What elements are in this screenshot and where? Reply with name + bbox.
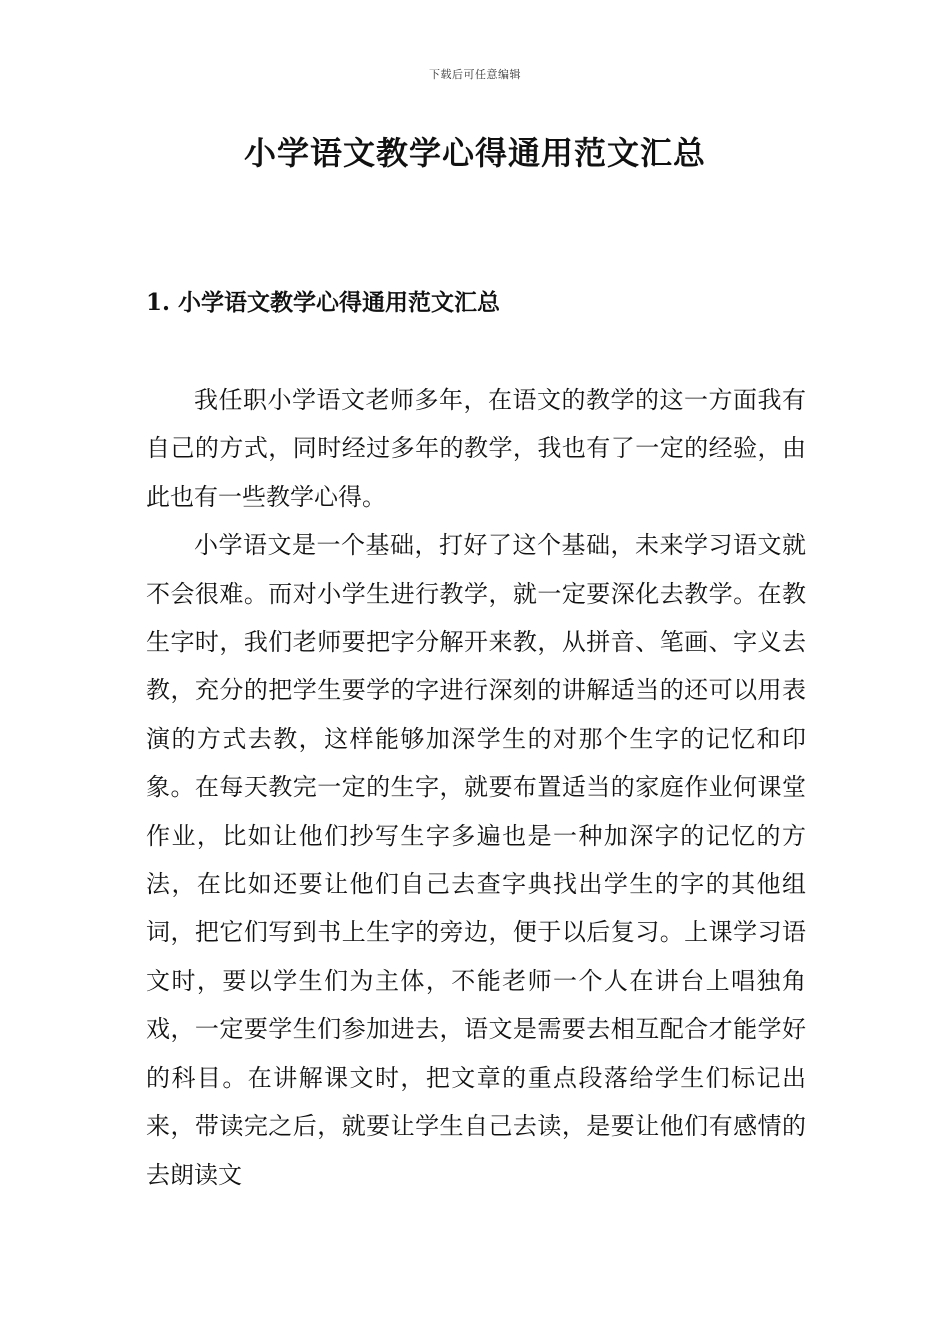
body-text — [146, 376, 806, 1199]
paragraph: 我任职小学语文老师多年，在语文的教学的这一方面我有自己的方式，同时经过多年的教学，我也有了一定的经验，由此也有一些教学心得。 — [146, 386, 806, 511]
paragraph: 小学语文是一个基础，打好了这个基础，未来学习语文就不会很难。而对小学生进行教学，就一定要深化去教学。在教生字时，我们老师要把字分解开来教，从拼音、笔画、字义去教，充分的把学生要学的字进行深刻的讲解适当的还可以用表演的方式去教，这样能够加深学生的对那个生字的记忆和印象。在每天教完一定的生字，就要布置适当的家庭作业何课堂作业，比如让他们抄写生字多遍也是一种加深字的记忆的方法，在比如还要让他们自己去查字典找出学生的字的其他组词，把它们写到书上生字的旁边，便于以后复习。上课学习语文时，要以学生们为主体，不能老师一个人在讲台上唱独角戏，一定要学生们参加进去，语文是需要去相互配合才能学好的科目。在讲解课文时，把文章的重点段落给学生们标记出来，带读完之后，就要让学生自己去读，是要让他们有感情的去朗读文 — [146, 531, 806, 1189]
header-note: 下载后可任意编辑 — [429, 68, 521, 81]
document-title: 小学语文教学心得通用范文汇总 — [243, 134, 706, 172]
section-heading: 1. 小学语文教学心得通用范文汇总 — [146, 289, 501, 316]
